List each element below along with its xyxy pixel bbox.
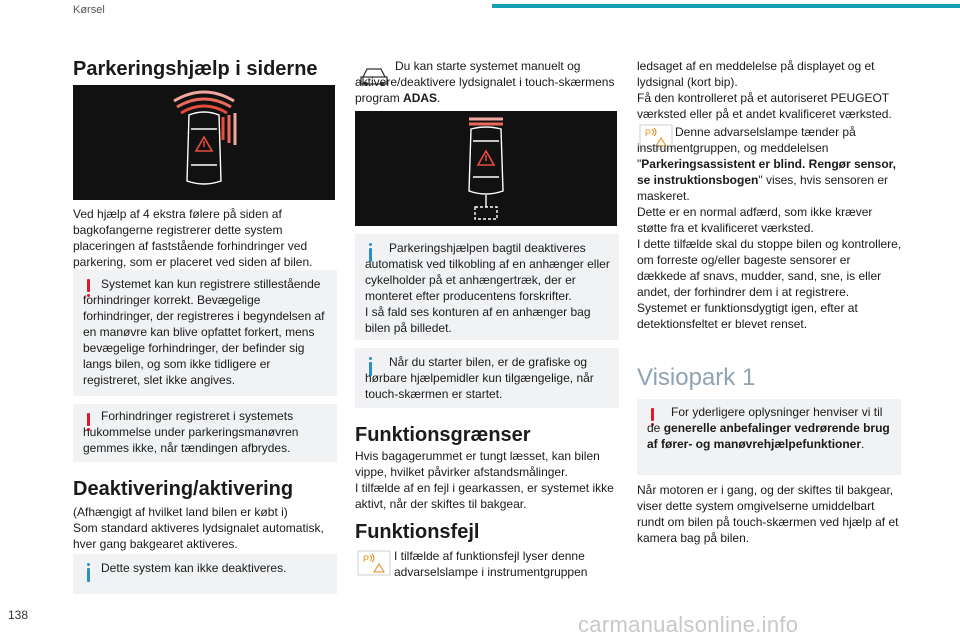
- trailer-outline: [475, 207, 497, 219]
- warning-text-1: Systemet kan kun registrere stillestående forhindringer korrekt. Bevægelige forhindringer, der registreres i begyndelsen af en manøvre kan blive opfattet forkert, mens bevægelige forhindringer, der befinder sig langs bilen, og som ikke tidligere er registreret, slet ikke angives.: [83, 277, 325, 387]
- warning-box-1: [73, 270, 337, 396]
- limits-text: Hvis bagagerummet er tungt læsset, kan bilen vippe, hvilket påvirker afstandsmålinger. I tilfælde af en fejl i gearkassen, er systemet ikke aktivt, når der skiftes til bakgear.: [355, 449, 614, 511]
- section-title-side-parking: Parkeringshjælp i siderne: [73, 58, 318, 80]
- header-accent-bar: [492, 4, 960, 8]
- warning-text-3: For yderligere oplysninger henviser vi til de generelle anbefalinger vedrørende brug af fører- og manøvrehjælpefunktioner.: [647, 405, 890, 451]
- svg-text:P: P: [363, 554, 370, 564]
- info-text-1: Dette system kan ikke deaktiveres.: [101, 561, 287, 575]
- deactivation-text: (Afhængigt af hvilket land bilen er købt i) Som standard aktiveres lydsignalet automatisk, hver gang bakgearet aktiveres.: [73, 505, 324, 551]
- svg-text:P: P: [645, 128, 652, 138]
- watermark: carmanualsonline.info: [578, 612, 799, 637]
- normal-behaviour-text: Dette er en normal adfærd, som ikke kræver støtte fra et kvalificeret værksted. I dette tilfælde skal du stoppe bilen og kontrollere, om forreste og/eller bageste sensorer er dækkede af snavs, mudder, sand, sne, is eller andet, der forhindrer dem i at registrere. Systemet er funktionsdygtigt igen, efter at detektionsfeltet er blevet renset.: [637, 205, 902, 331]
- info-box-2: [355, 234, 619, 340]
- warning-text-2: Forhindringer registreret i systemets hukommelse under parkeringsmanøvren gemmes ikke, når tændingen afbrydes.: [83, 409, 299, 455]
- parking-sensor-warning-icon: [357, 550, 391, 576]
- warning-box-3: [637, 399, 901, 475]
- header-section: Kørsel: [73, 4, 105, 16]
- side-parking-figure: [73, 85, 335, 200]
- malfunction-continued: ledsaget af en meddelelse på displayet og et lydsignal (kort bip). Få den kontrolleret på et autoriseret PEUGEOT værksted eller på et andet kvalificeret værksted.: [637, 59, 892, 121]
- car-top-view-icon: [73, 85, 335, 200]
- info-box-3: [355, 348, 619, 408]
- sensor-blind-text: Denne advarselslampe tænder på instrumentgruppen, og meddelelsen "Parkeringsassistent er blind. Rengør sensor, se instruktionsbogen" vises, hvis sensoren er maskeret.: [637, 125, 897, 203]
- info-box-1: [73, 554, 337, 594]
- section-title-limits: Funktionsgrænser: [355, 424, 531, 446]
- page-number: 138: [8, 608, 29, 622]
- warning-box-2: [73, 404, 337, 462]
- car-body: [187, 112, 221, 184]
- rear-parking-figure: [355, 111, 617, 226]
- visiopark-text: Når motoren er i gang, og der skiftes til bakgear, viser dette system omgivelserne umiddelbart rundt om bilen på touch-skærmen ved hjælp af et kamera bag på bilen.: [637, 483, 899, 545]
- info-icon: [86, 563, 91, 583]
- warning-triangle-icon: [478, 151, 494, 165]
- info-text-2: Parkeringshjælpen bagtil deaktiveres automatisk ved tilkobling af en anhænger eller cykelholder på et anhængertræk, der er monteret efter producentens forskrifter. I så fald ses konturen af en anhænger bag bilen på billedet.: [365, 241, 610, 335]
- side-parking-intro: Ved hjælp af 4 ekstra følere på siden af bagkofangerne registrerer dette system placeringen af faststående forhindringer ved parkering, som er placeret ved siden af bilen.: [73, 207, 313, 269]
- car-trailer-view-icon: [355, 111, 617, 226]
- section-title-visiopark: Visiopark 1: [637, 364, 756, 391]
- section-title-deactivation: Deaktivering/aktivering: [73, 478, 294, 500]
- info-text-3: Når du starter bilen, er de grafiske og hørbare hjælpemidler kun tilgængelige, når touch-skærmen er startet.: [365, 355, 594, 401]
- warning-triangle-icon: [196, 137, 212, 151]
- malfunction-text: I tilfælde af funktionsfejl lyser denne advarselslampe i instrumentgruppen: [394, 549, 588, 579]
- adas-intro: Du kan starte systemet manuelt og aktivere/deaktivere lydsignalet i touch-skærmens program ADAS.: [355, 59, 615, 105]
- section-title-malfunction: Funktionsfejl: [355, 521, 480, 543]
